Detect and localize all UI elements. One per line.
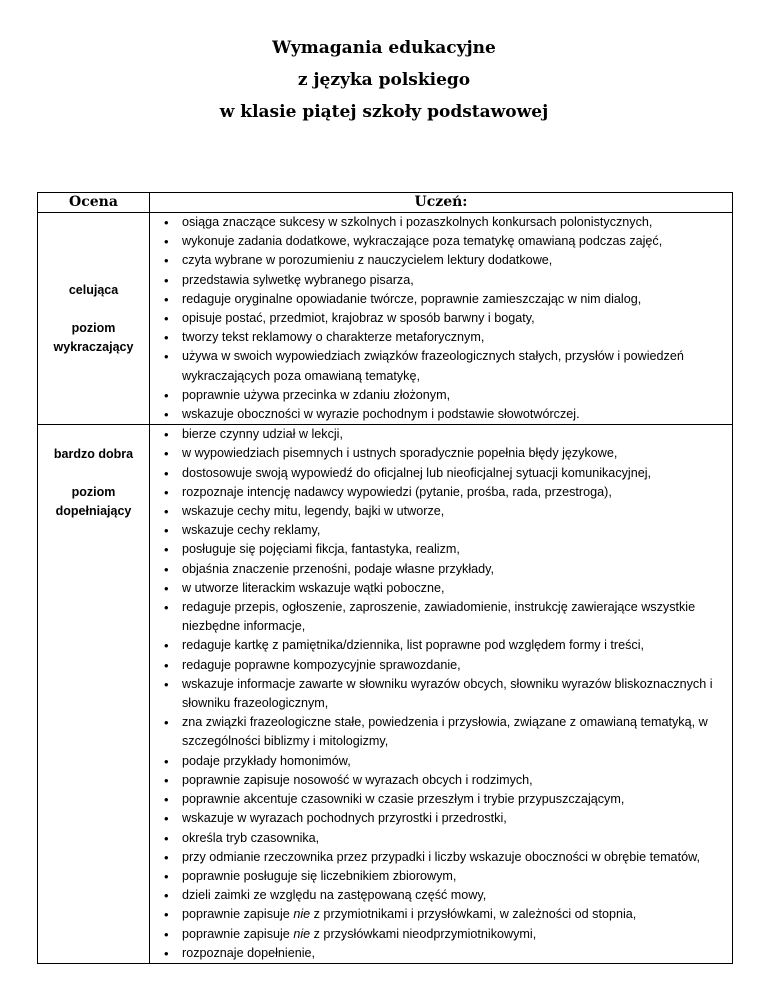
list-item: • redaguje poprawne kompozycyjnie sprawozdanie,: [166, 656, 732, 675]
table-header-row: [38, 193, 733, 213]
list-item: • wskazuje informacje zawarte w słowniku wyrazów obcych, słowniku wyrazów bliskoznacznych i słowniku frazeologicznym,: [166, 675, 732, 713]
list-item: • poprawnie posługuje się liczebnikiem zbiorowym,: [166, 867, 732, 886]
grade-cell: [38, 425, 150, 964]
requirements-cell: [150, 425, 733, 964]
list-item: • rozpoznaje dopełnienie,: [166, 944, 732, 963]
title-line-3: w klasie piątej szkoły podstawowej: [219, 102, 549, 122]
document-title: [0, 32, 768, 128]
list-item: • wskazuje w wyrazach pochodnych przyrostki i przedrostki,: [166, 809, 732, 828]
list-item: • osiąga znaczące sukcesy w szkolnych i pozaszkolnych konkursach polonistycznych,: [166, 213, 732, 232]
list-item: • posługuje się pojęciami fikcja, fantastyka, realizm,: [166, 540, 732, 559]
requirements-list: [150, 425, 732, 963]
list-item: • używa w swoich wypowiedziach związków frazeologicznych stałych, przysłów i powiedzeń wykraczających poza omawianą tematykę,: [166, 347, 732, 385]
table-row: [38, 213, 733, 425]
list-item: • dzieli zaimki ze względu na zastępowaną część mowy,: [166, 886, 732, 905]
list-item: • w utworze literackim wskazuje wątki poboczne,: [166, 579, 732, 598]
list-item: • rozpoznaje intencję nadawcy wypowiedzi (pytanie, prośba, rada, przestroga),: [166, 483, 732, 502]
requirements-cell: [150, 213, 733, 425]
list-item: • opisuje postać, przedmiot, krajobraz w sposób barwny i bogaty,: [166, 309, 732, 328]
grade-name: bardzo dobra: [53, 447, 134, 462]
requirements-list: [150, 213, 732, 424]
list-item: • podaje przykłady homonimów,: [166, 752, 732, 771]
list-item: • poprawnie używa przecinka w zdaniu złożonym,: [166, 386, 732, 405]
list-item: • wykonuje zadania dodatkowe, wykraczające poza tematykę omawianą podczas zajęć,: [166, 232, 732, 251]
header-student: Uczeń:: [150, 193, 733, 213]
list-item: • poprawnie zapisuje nosowość w wyrazach obcych i rodzimych,: [166, 771, 732, 790]
list-item: • tworzy tekst reklamowy o charakterze metaforycznym,: [166, 328, 732, 347]
list-item: • poprawnie zapisuje nie z przymiotnikami i przysłówkami, w zależności od stopnia,: [166, 905, 732, 924]
list-item: • redaguje kartkę z pamiętnika/dziennika, list poprawne pod względem formy i treści,: [166, 636, 732, 655]
list-item: • bierze czynny udział w lekcji,: [166, 425, 732, 444]
grade-name: celująca: [68, 282, 119, 297]
list-item: • poprawnie zapisuje nie z przysłówkami nieodprzymiotnikowymi,: [166, 925, 732, 944]
list-item: • wskazuje cechy mitu, legendy, bajki w utworze,: [166, 502, 732, 521]
list-item: • określa tryb czasownika,: [166, 829, 732, 848]
list-item: • objaśnia znaczenie przenośni, podaje własne przykłady,: [166, 560, 732, 579]
table-row: [38, 425, 733, 964]
title-line-1: Wymagania edukacyjne: [272, 38, 496, 58]
requirements-table: [37, 192, 733, 964]
list-item: • przedstawia sylwetkę wybranego pisarza,: [166, 271, 732, 290]
grade-cell: [38, 213, 150, 425]
list-item: • dostosowuje swoją wypowiedź do oficjalnej lub nieoficjalnej sytuacji komunikacyjnej,: [166, 464, 732, 483]
list-item: • redaguje oryginalne opowiadanie twórcze, poprawnie zamieszczając w nim dialog,: [166, 290, 732, 309]
header-grade: Ocena: [38, 193, 150, 213]
list-item: • przy odmianie rzeczownika przez przypadki i liczby wskazuje oboczności w obrębie tematów,: [166, 848, 732, 867]
list-item: • redaguje przepis, ogłoszenie, zaproszenie, zawiadomienie, instrukcję zawierające wszystkie niezbędne informacje,: [166, 598, 732, 636]
grade-level: poziom wykraczający: [53, 320, 134, 354]
title-line-2: z języka polskiego: [297, 70, 471, 90]
list-item: • czyta wybrane w porozumieniu z nauczycielem lektury dodatkowe,: [166, 251, 732, 270]
list-item: • zna związki frazeologiczne stałe, powiedzenia i przysłowia, związane z omawianą tematyką, w szczególności biblizmy i mitologizmy,: [166, 713, 732, 751]
list-item: • poprawnie akcentuje czasowniki w czasie przeszłym i trybie przypuszczającym,: [166, 790, 732, 809]
list-item: • w wypowiedziach pisemnych i ustnych sporadycznie popełnia błędy językowe,: [166, 444, 732, 463]
list-item: • wskazuje oboczności w wyrazie pochodnym i podstawie słowotwórczej.: [166, 405, 732, 424]
grade-level: poziom dopełniający: [55, 485, 132, 519]
list-item: • wskazuje cechy reklamy,: [166, 521, 732, 540]
